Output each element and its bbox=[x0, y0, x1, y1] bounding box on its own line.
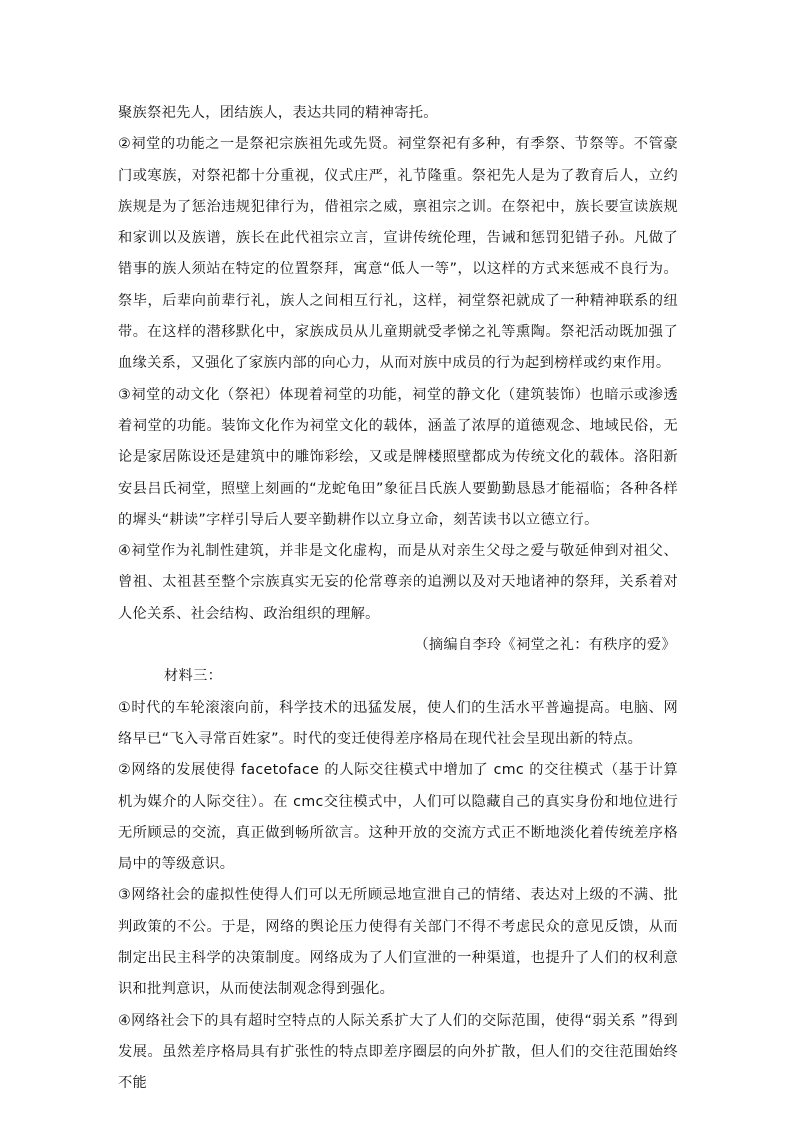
material-3-paragraph-4: ④网络社会下的具有超时空特点的人际关系扩大了人们的交际范围，使得“弱关系 ”得到发展。虽然差序格局具有扩张性的特点即差序圈层的向外扩散，但人们的交往范围始终不能 bbox=[118, 1012, 678, 1092]
document-page bbox=[118, 98, 678, 1100]
paragraph-4-ritual-architecture: ④祠堂作为礼制性建筑，并非是文化虚构，而是从对亲生父母之爱与敬延伸到对祖父、曾祖、太祖甚至整个宗族真实无妄的伦常尊亲的追溯以及对天地诸神的祭拜，关系着对人伦关系、社会结构、政治组织的理解。 bbox=[118, 543, 678, 622]
paragraph-2-ancestral-worship: ②祠堂的功能之一是祭祀宗族祖先或先贤。祠堂祭祀有多种，有季祭、节祭等。不管豪门或寒族，对祭祀都十分重视，仪式庄严，礼节隆重。祭祀先人是为了教育后人，立约族规是为了惩治违规犯律行为，借祖宗之威，禀祖宗之训。在祭祀中，族长要宣读族规和家训以及族谱，族长在此代祖宗立言，宣讲传统伦理，告诫和惩罚犯错子孙。凡做了错事的族人须站在特定的位置祭拜，寓意“低人一等”，以这样的方式来惩戒不良行为。祭毕，后辈向前辈行礼，族人之间相互行礼，这样，祠堂祭祀就成了一种精神联系的纽带。在这样的潜移默化中，家族成员从儿童期就受孝悌之礼等熏陶。祭祀活动既加强了血缘关系，又强化了家族内部的向心力，从而对族中成员的行为起到榜样或约束作用。 bbox=[118, 136, 678, 372]
paragraph-continued: 聚族祭祀先人，团结族人，表达共同的精神寄托。 bbox=[118, 105, 438, 121]
paragraph-3-static-culture: ③祠堂的动文化（祭祀）体现着祠堂的功能，祠堂的静文化（建筑装饰）也暗示或渗透着祠堂的功能。装饰文化作为祠堂文化的载体，涵盖了浓厚的道德观念、地域民俗，无论是家居陈设还是建筑中的雕饰彩绘，又或是牌楼照壁都成为传统文化的载体。洛阳新安县吕氏祠堂，照壁上刻画的“龙蛇龟田”象征吕氏族人要勤勤恳恳才能福临；各种各样的墀头“耕读”字样引导后人要辛勤耕作以立身立命，刻苦读书以立德立行。 bbox=[118, 386, 678, 528]
material-3-heading: 材料三： bbox=[164, 668, 223, 685]
material-3-paragraph-1: ①时代的车轮滚滚向前，科学技术的迅猛发展，使人们的生活水平普遍提高。电脑、网络早已“飞入寻常百姓家”。时代的变迁使得差序格局在现代社会呈现出新的特点。 bbox=[118, 699, 678, 747]
material-3-paragraph-2: ②网络的发展使得 facetoface 的人际交往模式中增加了 cmc 的交往模式（基于计算机为媒介的人际交往）。在 cmc交往模式中，人们可以隐藏自己的真实身份和地位进行无所顾忌的交流，真正做到畅所欲言。这种开放的交流方式正不断地淡化着传统差序格局中的等级意识。 bbox=[118, 762, 678, 873]
source-citation: （摘编自李玲《祠堂之礼：有秩序的爱》 bbox=[414, 637, 676, 654]
material-3-paragraph-3: ③网络社会的虚拟性使得人们可以无所顾忌地宣泄自己的情绪、表达对上级的不满、批判政策的不公。于是，网络的舆论压力使得有关部门不得不考虑民众的意见反馈，从而制定出民主科学的决策制度。网络成为了人们宣泄的一种渠道，也提升了人们的权利意识和批判意识，从而使法制观念得到强化。 bbox=[118, 887, 678, 998]
